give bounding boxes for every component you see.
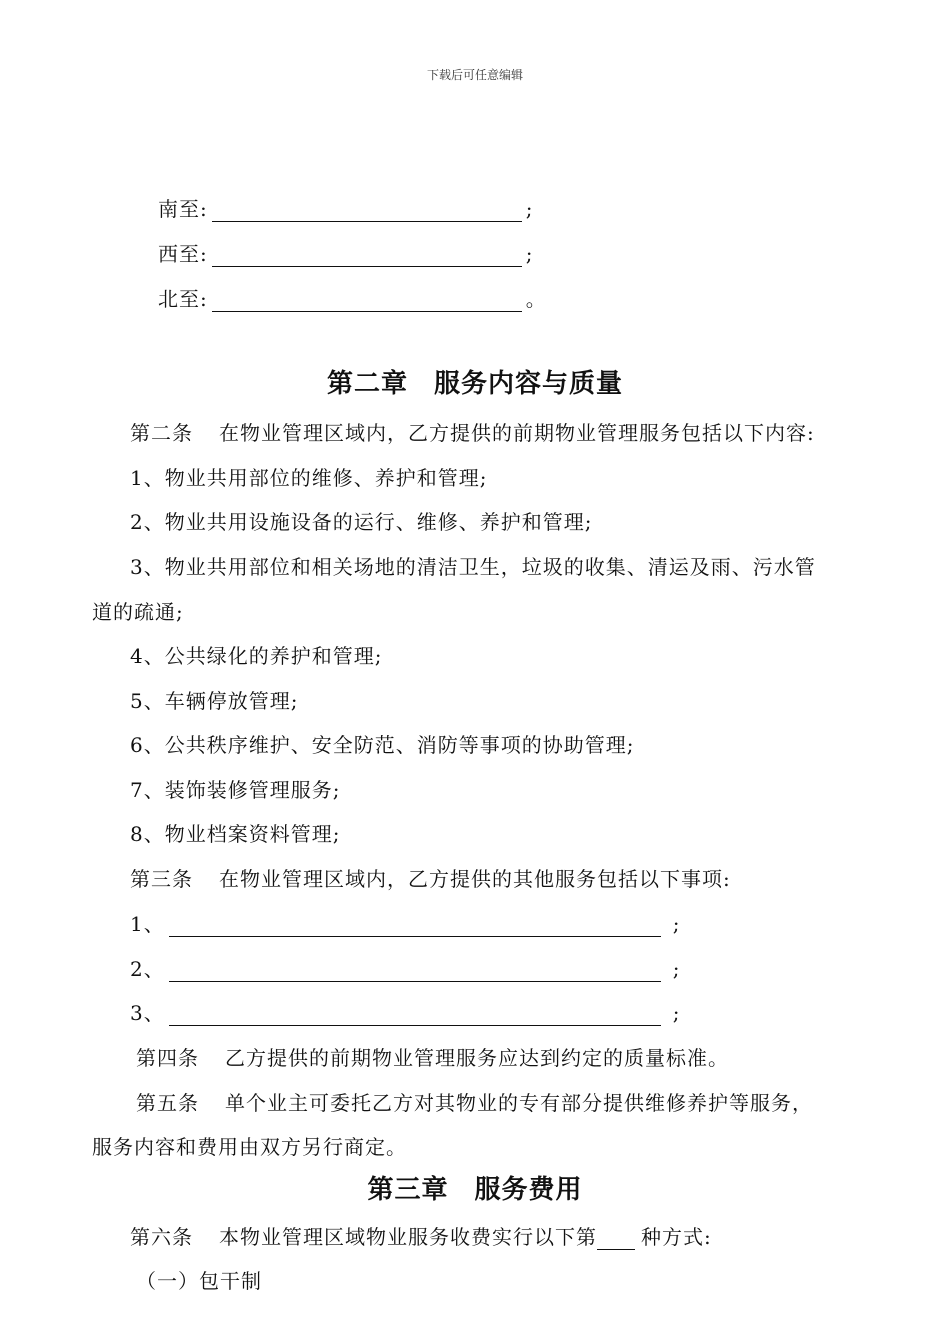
article-number: 第四条 [136, 1046, 199, 1070]
boundary-end: 。 [525, 287, 547, 311]
boundary-label: 南至: [158, 197, 208, 221]
article-text: 本物业管理区域物业服务收费实行以下第 [219, 1225, 597, 1249]
boundary-label: 北至: [158, 287, 208, 311]
watermark-text: 下载后可任意编辑 [426, 68, 523, 82]
article-4 [136, 1045, 729, 1071]
fill-blank[interactable] [212, 201, 522, 222]
chapter-title: 服务内容与质量 [434, 369, 624, 399]
boundary-west [158, 241, 534, 267]
article-6 [130, 1224, 712, 1250]
list-item: 1、物业共用部位的维修、养护和管理; [130, 466, 488, 490]
blank-item-end: ; [672, 912, 681, 936]
chapter-number: 第二章 [326, 369, 408, 399]
fill-blank[interactable] [212, 246, 522, 267]
fill-blank[interactable] [169, 961, 661, 982]
boundary-south [158, 196, 534, 222]
blank-item [130, 1000, 680, 1026]
article-5 [136, 1090, 813, 1116]
list-item: 3、物业共用部位和相关场地的清洁卫生，垃圾的收集、清运及雨、污水管 [130, 555, 816, 579]
article-text: 乙方提供的前期物业管理服务应达到约定的质量标准。 [225, 1046, 729, 1070]
blank-item [130, 956, 680, 982]
fill-blank[interactable] [597, 1229, 635, 1250]
fill-blank[interactable] [169, 1005, 661, 1026]
fill-blank[interactable] [169, 916, 661, 937]
list-item: 8、物业档案资料管理; [130, 822, 341, 846]
blank-item-end: ; [672, 1001, 681, 1025]
article-number: 第六条 [130, 1225, 193, 1249]
boundary-label: 西至: [158, 242, 208, 266]
list-item: 2、物业共用设施设备的运行、维修、养护和管理; [130, 510, 593, 534]
article-text: 在物业管理区域内，乙方提供的前期物业管理服务包括以下内容: [219, 421, 815, 445]
blank-item-end: ; [672, 957, 681, 981]
option-item: （一）包干制 [136, 1269, 262, 1293]
chapter-2-heading [0, 368, 950, 400]
article-number: 第五条 [136, 1091, 199, 1115]
list-item: 7、装饰装修管理服务; [130, 778, 341, 802]
list-item: 4、公共绿化的养护和管理; [130, 644, 383, 668]
boundary-end: ; [525, 242, 534, 266]
blank-item-number: 1、 [130, 912, 165, 936]
article-text: 单个业主可委托乙方对其物业的专有部分提供维修养护等服务， [225, 1091, 813, 1115]
article-2 [130, 420, 815, 446]
article-text-after: 种方式: [641, 1225, 712, 1249]
boundary-end: ; [525, 197, 534, 221]
article-5-continuation: 服务内容和费用由双方另行商定。 [92, 1135, 407, 1159]
article-3 [130, 866, 731, 892]
chapter-3-heading [0, 1174, 950, 1206]
list-item: 5、车辆停放管理; [130, 689, 299, 713]
list-item: 6、公共秩序维护、安全防范、消防等事项的协助管理; [130, 733, 635, 757]
chapter-number: 第三章 [367, 1175, 449, 1205]
chapter-title: 服务费用 [474, 1175, 583, 1205]
list-item-continuation: 道的疏通; [92, 600, 184, 624]
blank-item-number: 2、 [130, 957, 165, 981]
blank-item-number: 3、 [130, 1001, 165, 1025]
article-number: 第二条 [130, 421, 193, 445]
blank-item [130, 911, 680, 937]
article-number: 第三条 [130, 867, 193, 891]
article-text: 在物业管理区域内，乙方提供的其他服务包括以下事项: [219, 867, 731, 891]
fill-blank[interactable] [212, 291, 522, 312]
boundary-north [158, 286, 547, 312]
